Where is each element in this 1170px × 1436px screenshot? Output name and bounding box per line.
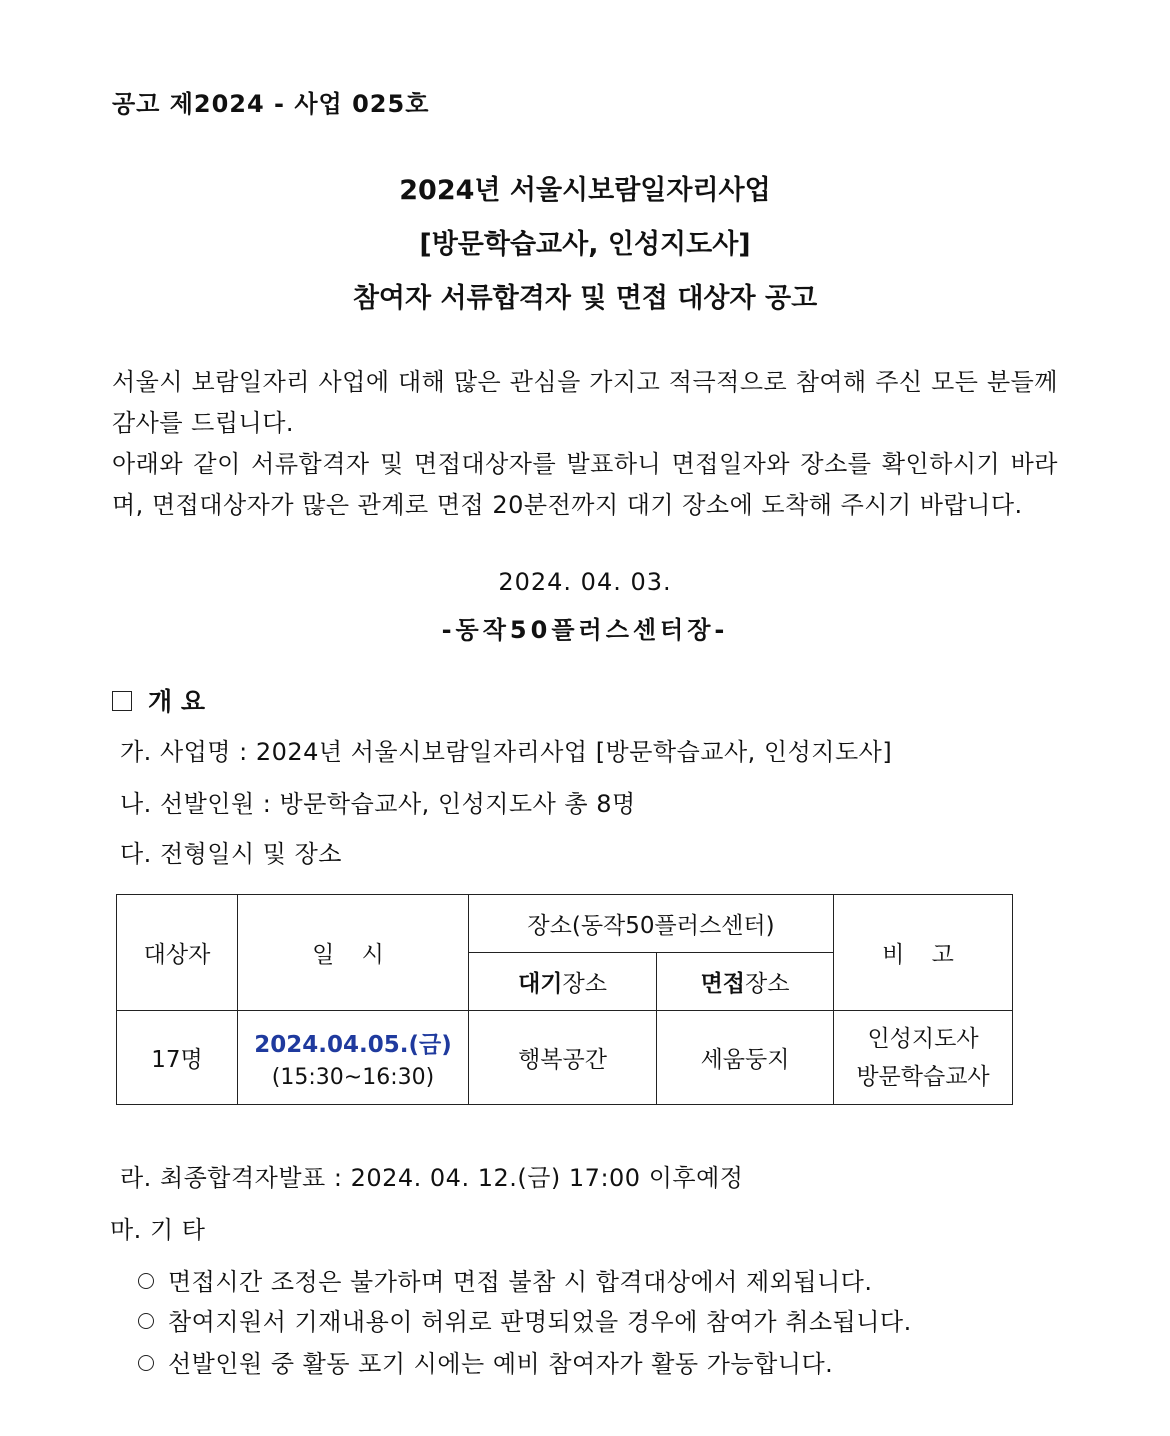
header-waiting-place: [469, 953, 657, 1011]
announcement-date: 2024. 04. 03.: [498, 568, 672, 596]
circle-bullet-icon: [138, 1355, 154, 1371]
note-item: [138, 1262, 873, 1297]
cell-remarks-line-1: 인성지도사: [867, 1025, 979, 1052]
overview-heading-text: 개 요: [148, 687, 206, 716]
note-text: 면접시간 조정은 불가하며 면접 불참 시 합격대상에서 제외됩니다.: [168, 1268, 873, 1296]
cell-remarks: [834, 1011, 1013, 1105]
header-place: 장소(동작50플러스센터): [469, 895, 834, 953]
cell-datetime: [238, 1011, 469, 1105]
title-line-1: 2024년 서울시보람일자리사업: [399, 175, 771, 206]
cell-count: 17명: [117, 1011, 238, 1105]
cell-remarks-line-2: 방문학습교사: [856, 1063, 990, 1090]
header-target: 대상자: [117, 895, 238, 1011]
header-waiting-rest: 장소: [562, 971, 607, 997]
overview-item-project-name: 가. 사업명 : 2024년 서울시보람일자리사업 [방문학습교사, 인성지도사]: [120, 738, 893, 766]
header-datetime: 일 시: [238, 895, 469, 1011]
overview-item-final-announcement: 라. 최종합격자발표 : 2024. 04. 12.(금) 17:00 이후예정: [120, 1164, 744, 1192]
header-interview-bold: 면접: [700, 971, 745, 997]
header-waiting-bold: 대기: [518, 971, 563, 997]
header-remarks: 비 고: [834, 895, 1013, 1011]
intro-text: [112, 362, 1058, 526]
intro-paragraph-1: 서울시 보람일자리 사업에 대해 많은 관심을 가지고 적극적으로 참여해 주신 모든 분들께 감사를 드립니다.: [112, 368, 1058, 437]
organization-name: -동작50플러스센터장-: [441, 616, 729, 644]
overview-item-schedule-place: 다. 전형일시 및 장소: [120, 840, 342, 868]
cell-date: 2024.04.05.(금): [254, 1031, 452, 1058]
cell-interview-place: 세움둥지: [657, 1011, 834, 1105]
notice-number: 공고 제2024 - 사업 025호: [112, 90, 430, 118]
header-interview-place: [657, 953, 834, 1011]
title-line-2: [방문학습교사, 인성지도사]: [419, 229, 751, 260]
note-item: [138, 1344, 833, 1379]
overview-heading: [112, 682, 205, 718]
header-interview-rest: 장소: [745, 971, 790, 997]
schedule-table: [116, 894, 1013, 1105]
title-line-3: 참여자 서류합격자 및 면접 대상자 공고: [352, 283, 818, 314]
intro-paragraph-2: 아래와 같이 서류합격자 및 면접대상자를 발표하니 면접일자와 장소를 확인하시기 바라며, 면접대상자가 많은 관계로 면접 20분전까지 대기 장소에 도착해 주시기 바랍니다.: [112, 450, 1058, 519]
cell-time: (15:30~16:30): [271, 1064, 435, 1090]
note-text: 선발인원 중 활동 포기 시에는 예비 참여자가 활동 가능합니다.: [168, 1350, 834, 1378]
circle-bullet-icon: [138, 1313, 154, 1329]
table-row: [117, 1011, 1013, 1105]
overview-item-selection-count: 나. 선발인원 : 방문학습교사, 인성지도사 총 8명: [120, 790, 636, 818]
cell-waiting-place: 행복공간: [469, 1011, 657, 1105]
note-text: 참여지원서 기재내용이 허위로 판명되었을 경우에 참여가 취소됩니다.: [168, 1308, 912, 1336]
checkbox-square-icon: [112, 691, 132, 711]
note-item: [138, 1302, 912, 1337]
overview-item-other: 마. 기 타: [110, 1216, 206, 1244]
circle-bullet-icon: [138, 1273, 154, 1289]
